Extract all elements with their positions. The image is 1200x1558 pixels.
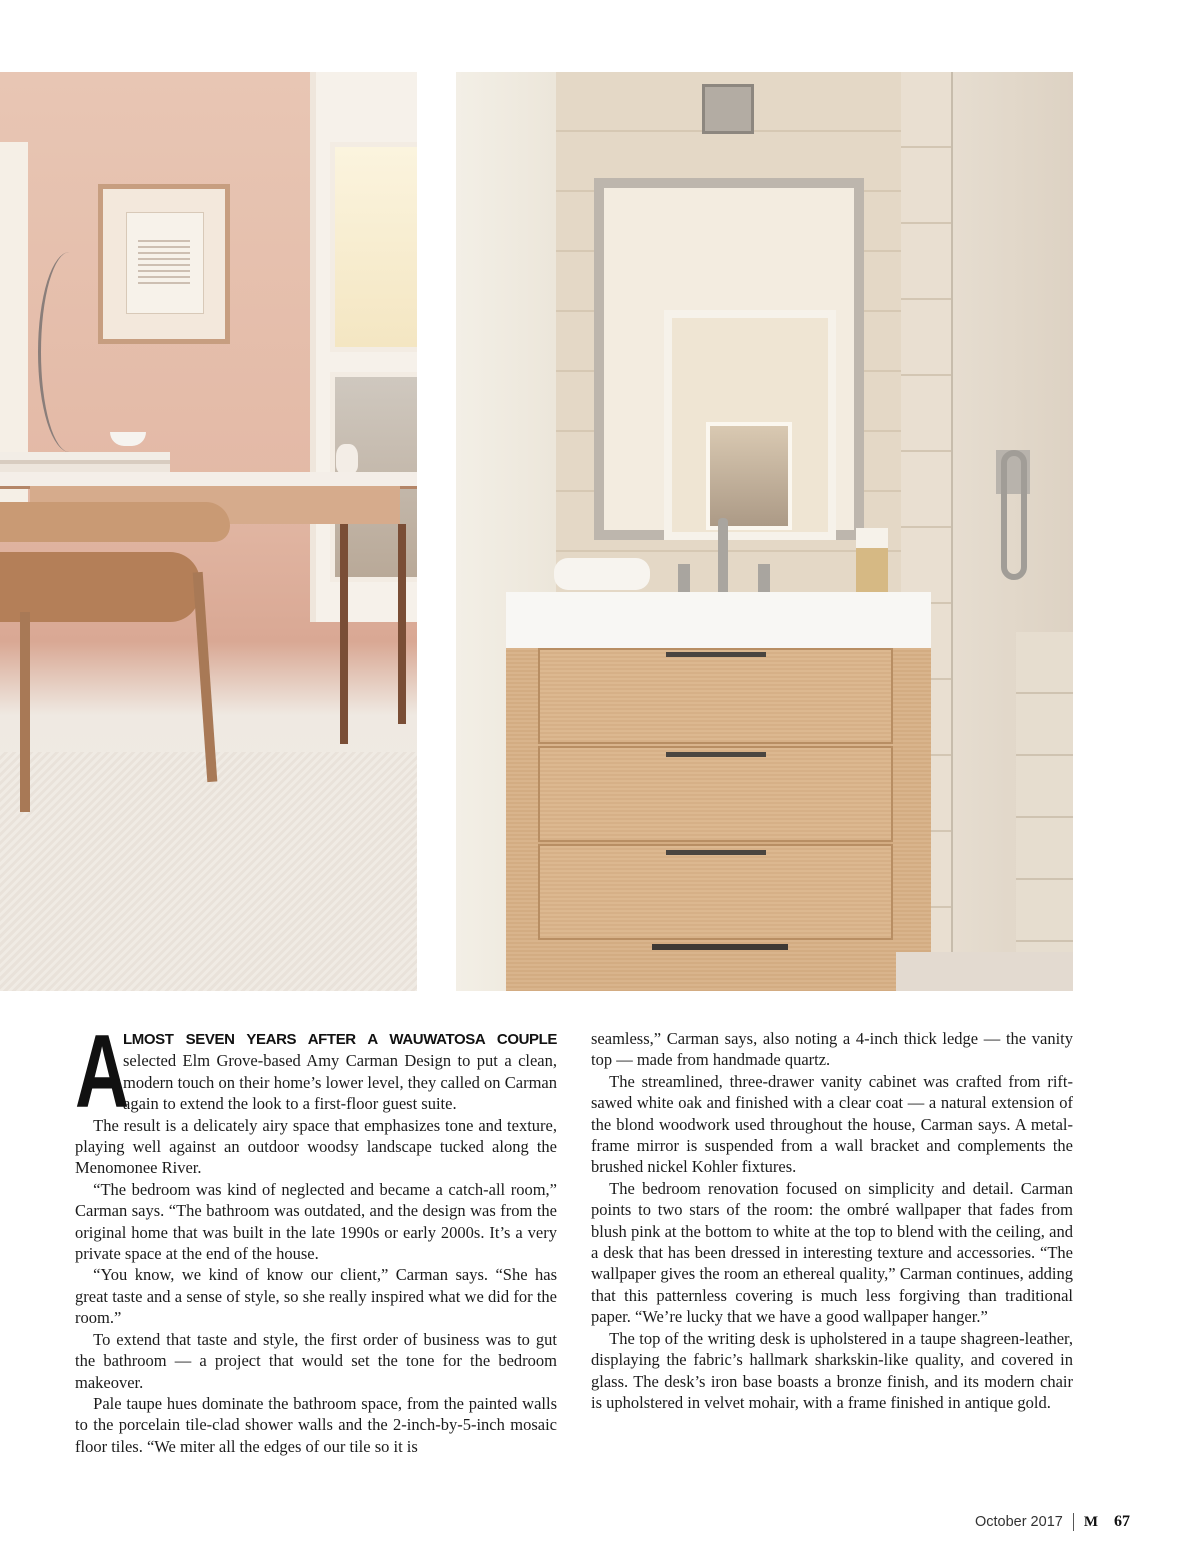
toe-kick-vent xyxy=(652,944,788,950)
article-paragraph: “The bedroom was kind of neglected and became a catch-all room,” Carman says. “The bathroom was outdated, and the design was from the original home that was built in the late 1990s or early 2000s. It’s a very private space at the end of the house. xyxy=(75,1179,557,1264)
desk-vase xyxy=(336,444,358,474)
folio-divider xyxy=(1073,1513,1074,1531)
lead-paragraph-text: selected Elm Grove-based Amy Carman Design to put a clean, modern touch on their home’s lower level, they called on Carman again to extend the look to a first-floor guest suite. xyxy=(123,1051,557,1114)
lead-in: LMOST SEVEN YEARS AFTER A WAUWATOSA COUPLE xyxy=(123,1031,557,1048)
drawer-pull xyxy=(666,752,766,757)
bedroom-carpet xyxy=(0,752,417,991)
article-paragraph: The result is a delicately airy space that emphasizes tone and texture, playing well against an outdoor woodsy landscape tucked along the Menomonee River. xyxy=(75,1115,557,1178)
sculpture xyxy=(38,252,101,452)
issue-date: October 2017 xyxy=(974,1514,1063,1530)
desk-bowl xyxy=(110,432,146,446)
mirror-reflection-window xyxy=(706,422,792,530)
mohair-chair-leg xyxy=(20,612,30,812)
framed-artwork-print xyxy=(138,240,190,284)
bedroom-photo xyxy=(0,72,417,991)
article-paragraph: The bedroom renovation focused on simplicity and detail. Carman points to two stars of the room: the ombré wallpaper that fades from blush pink at the bottom to white at the top to blend with the ceiling, and a desk that has been dressed in interesting texture and accessories. “The wallpaper gives the room an ethereal quality,” Carman continues, adding that this patternless covering is much less forgiving than traditional paper. “We’re lucky that we have a good wallpaper hanger.” xyxy=(591,1178,1073,1327)
article-paragraph: The streamlined, three-drawer vanity cabinet was crafted from rift-sawed white oak and finished with a clear coat — a natural extension of the blond woodwork used throughout the house, Carman says. A metal-frame mirror is suspended from a wall bracket and complements the brushed nickel Kohler fixtures. xyxy=(591,1071,1073,1177)
mosaic-floor xyxy=(896,952,1073,991)
vanity-drawer xyxy=(538,844,893,940)
article-paragraph: The top of the writing desk is upholstered in a taupe shagreen-leather, displaying the fabric’s hallmark sharkskin-like quality, and covered in glass. The desk’s iron base boasts a bronze finish, and its modern chair is upholstered in velvet mohair, with a frame finished in antique gold. xyxy=(591,1328,1073,1412)
drawer-pull xyxy=(666,850,766,855)
vanity-drawer xyxy=(538,648,893,744)
tissue-box xyxy=(856,528,888,594)
article-column-left xyxy=(75,1014,557,1457)
article-paragraph: To extend that taste and style, the first order of business was to gut the bathroom — a project that would set the tone for the bedroom makeover. xyxy=(75,1329,557,1392)
mirror-wall-bracket xyxy=(702,84,754,134)
rolled-towel xyxy=(554,558,650,590)
vanity-drawer xyxy=(538,746,893,842)
magazine-logo: M xyxy=(1083,1513,1098,1530)
bedroom-window-shade xyxy=(330,142,417,352)
faucet-handle xyxy=(758,564,770,592)
shower-door-handle xyxy=(1001,450,1027,580)
desk-books xyxy=(0,452,170,472)
article-paragraph xyxy=(75,1014,557,1130)
shower-tile-behind-glass xyxy=(1016,632,1073,991)
faucet xyxy=(718,518,728,596)
writing-desk-leg xyxy=(398,524,406,724)
drawer-pull xyxy=(666,652,766,657)
article-column-right xyxy=(591,1028,1073,1413)
article-paragraph: seamless,” Carman says, also noting a 4-inch thick ledge — the vanity top — made from handmade quartz. xyxy=(591,1029,1073,1070)
page-folio xyxy=(975,1513,1130,1531)
faucet-handle xyxy=(678,564,690,592)
page-number: 67 xyxy=(1114,1513,1130,1530)
quartz-vanity-top xyxy=(506,592,931,650)
mohair-chair-back xyxy=(0,502,230,542)
mohair-chair-leg xyxy=(193,572,218,782)
bathroom-photo xyxy=(456,72,1073,991)
writing-desk-leg xyxy=(340,524,348,744)
article-paragraph: Pale taupe hues dominate the bathroom space, from the painted walls to the porcelain tile-clad shower walls and the 2-inch-by-5-inch mosaic floor tiles. “We miter all the edges of our tile so it is xyxy=(75,1393,557,1456)
drop-cap: A xyxy=(75,1014,130,1130)
mohair-chair-seat xyxy=(0,552,200,622)
article-paragraph: “You know, we kind of know our client,” Carman says. “She has great taste and a sense of style, so she really inspired what we did for the room.” xyxy=(75,1265,557,1328)
